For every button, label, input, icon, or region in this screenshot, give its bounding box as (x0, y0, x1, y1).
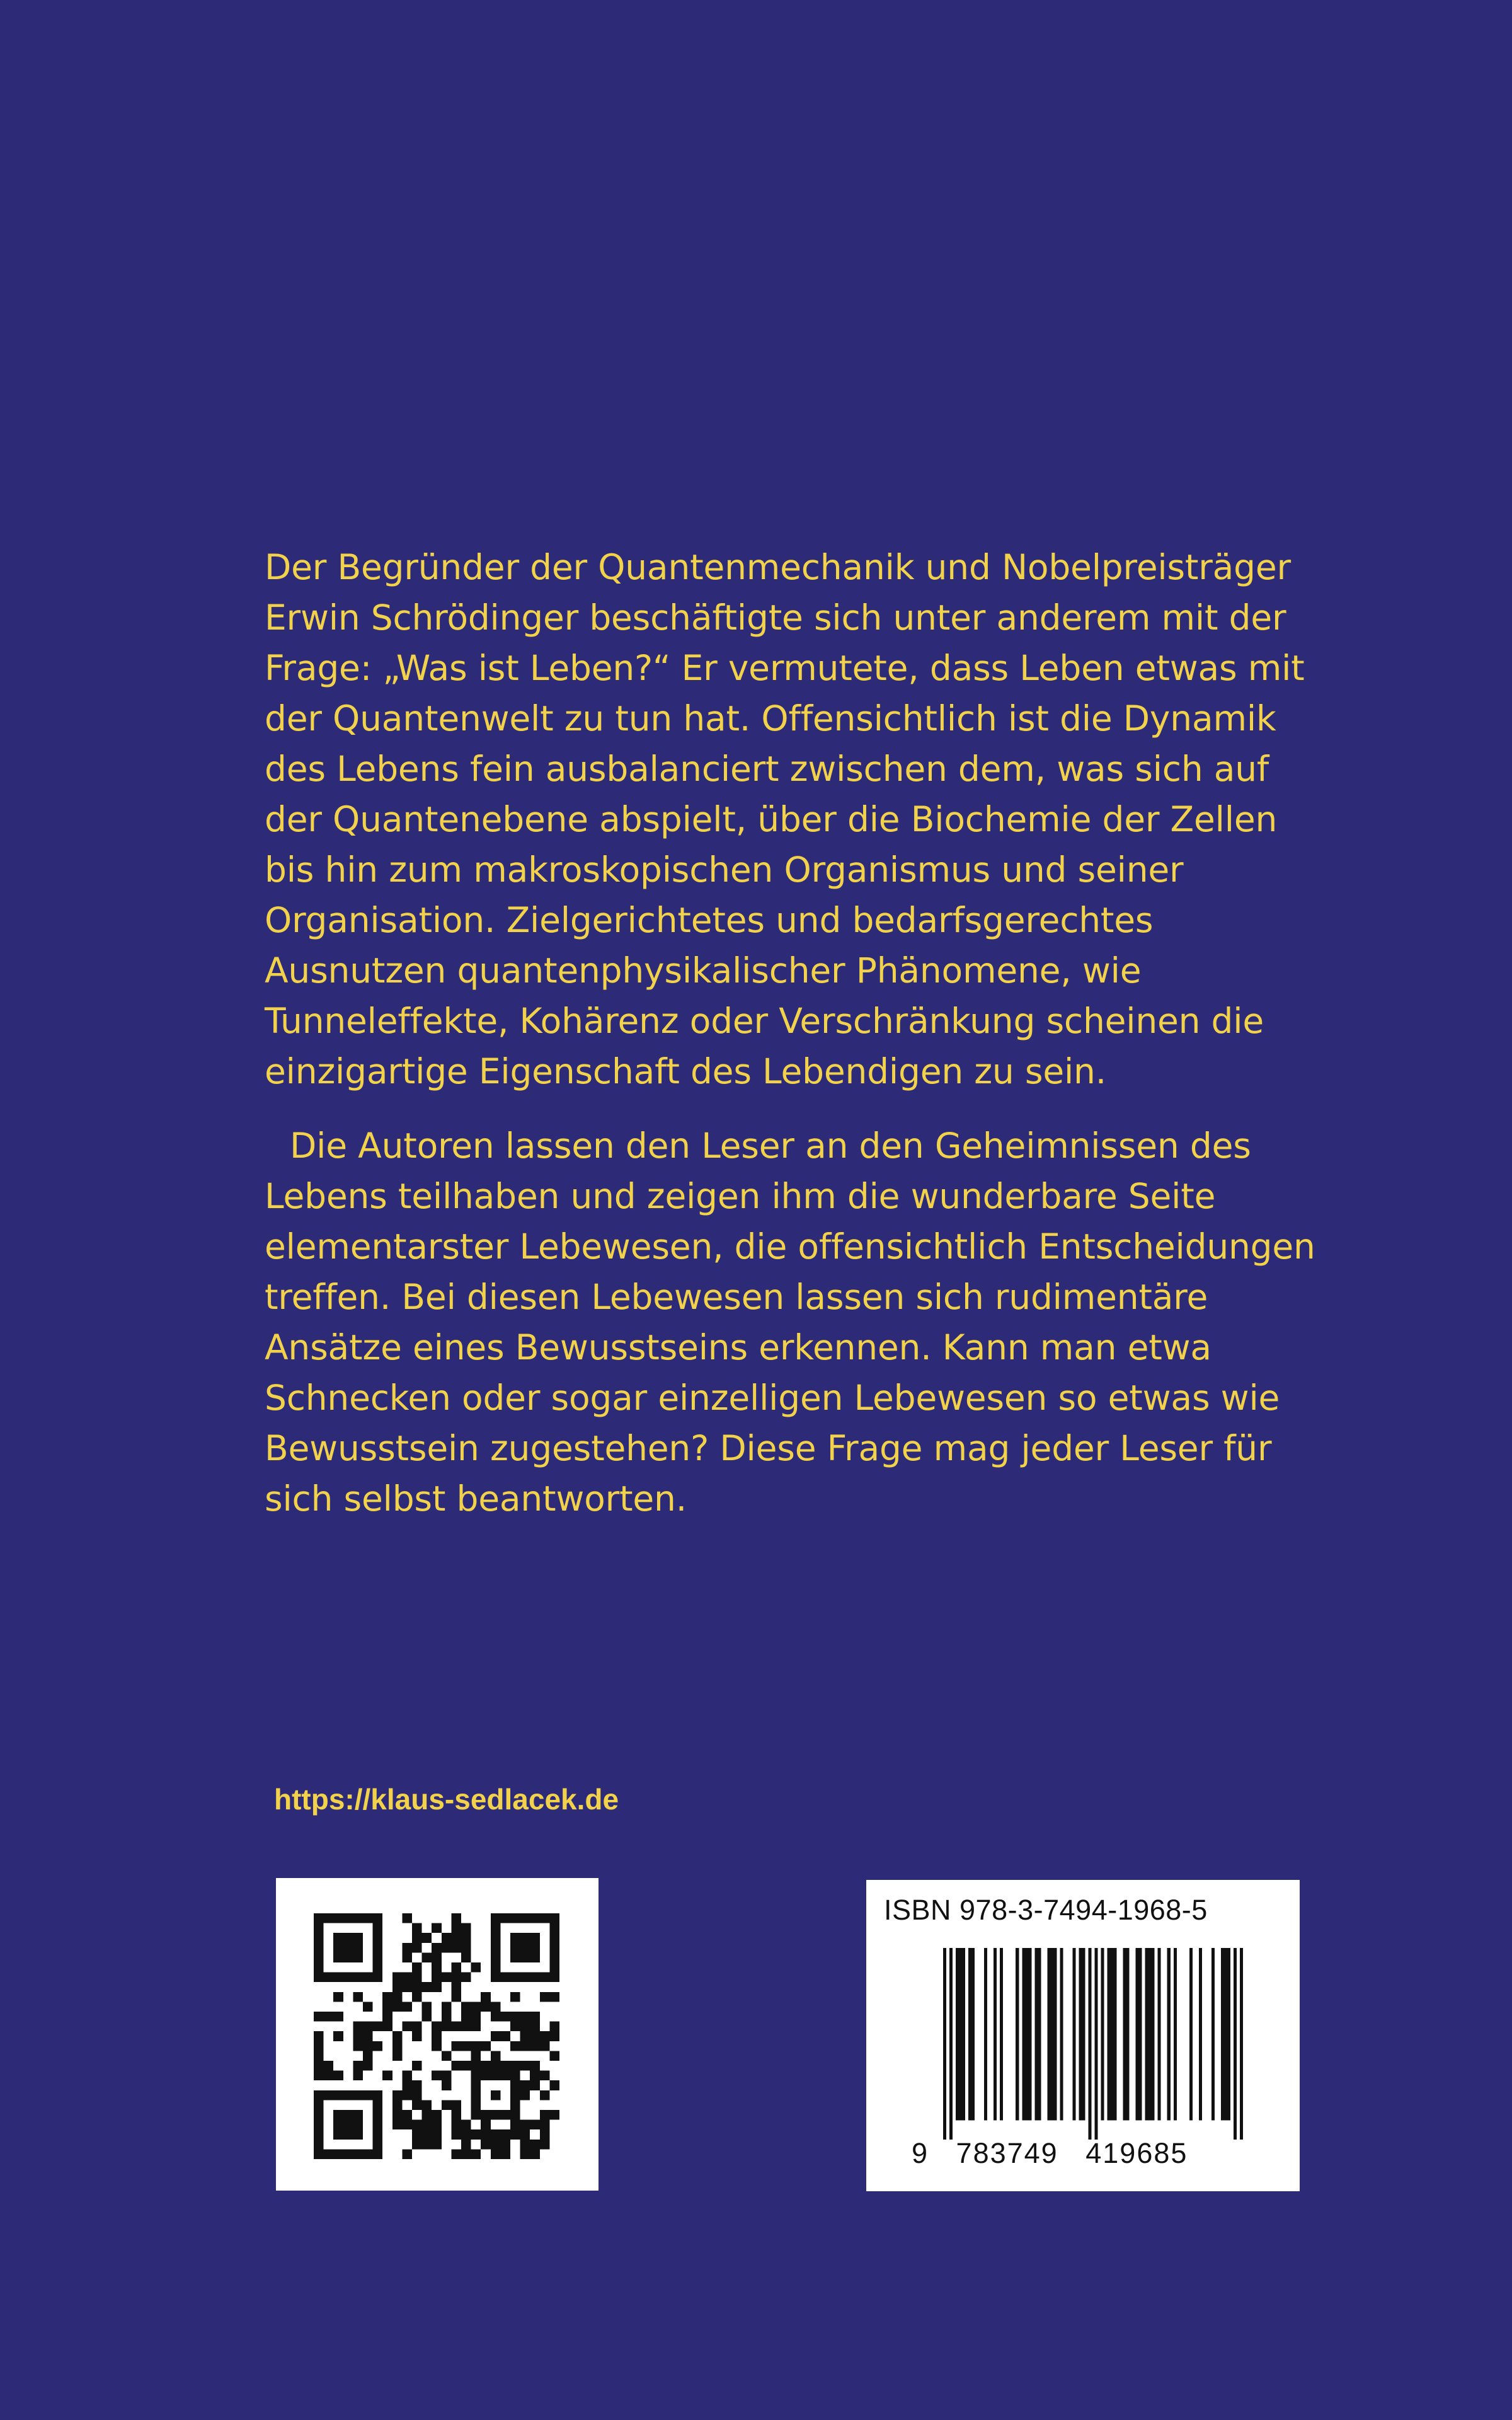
blurb-paragraph-1: Der Begründer der Quantenmechanik und Nobelpreisträger Erwin Schrödinger beschäftigte sich unter anderem mit der Frage: „Was ist Leben?“ Er vermutete, dass Leben etwas mit der Quantenwelt zu tun hat. Offensichtlich ist die Dynamik des Lebens fein ausbalanciert zwischen dem, was sich auf der Quantenebene abspielt, über die Biochemie der Zellen bis hin zum makroskopischen Organismus und seiner Organisation. Zielgerichtetes und bedarfsgerechtes Ausnutzen quantenphysikalischer Phänomene, wie Tunneleffekte, Kohärenz oder Verschränkung scheinen die einzigartige Eigenschaft des Lebendigen zu sein. (265, 547, 1305, 1092)
barcode-icon (943, 1948, 1243, 2140)
qr-code-icon (314, 1913, 559, 2159)
ean-left-group: 783749 (956, 2137, 1058, 2169)
isbn-barcode-box (866, 1880, 1300, 2191)
ean-digits (912, 2136, 1188, 2171)
blurb-paragraph-2: Die Autoren lassen den Leser an den Geheimnissen des Lebens teilhaben und zeigen ihm die wunderbare Seite elementarster Lebewesen, die offensichtlich Entscheidungen treffen. Bei diesen Lebewesen lassen sich rudimentäre Ansätze eines Bewusstseins erkennen. Kann man etwa Schnecken oder sogar einzelligen Lebewesen so etwas wie Bewusstsein zugestehen? Diese Frage mag jeder Leser für sich selbst beantworten. (265, 1126, 1315, 1519)
ean-first-digit: 9 (912, 2137, 929, 2169)
qr-code-box (276, 1878, 598, 2191)
blurb-text (265, 542, 1323, 1524)
ean-right-group: 419685 (1085, 2137, 1188, 2169)
website-link[interactable]: https://klaus-sedlacek.de (274, 1783, 619, 1816)
isbn-label: ISBN 978-3-7494-1968-5 (884, 1894, 1208, 1926)
